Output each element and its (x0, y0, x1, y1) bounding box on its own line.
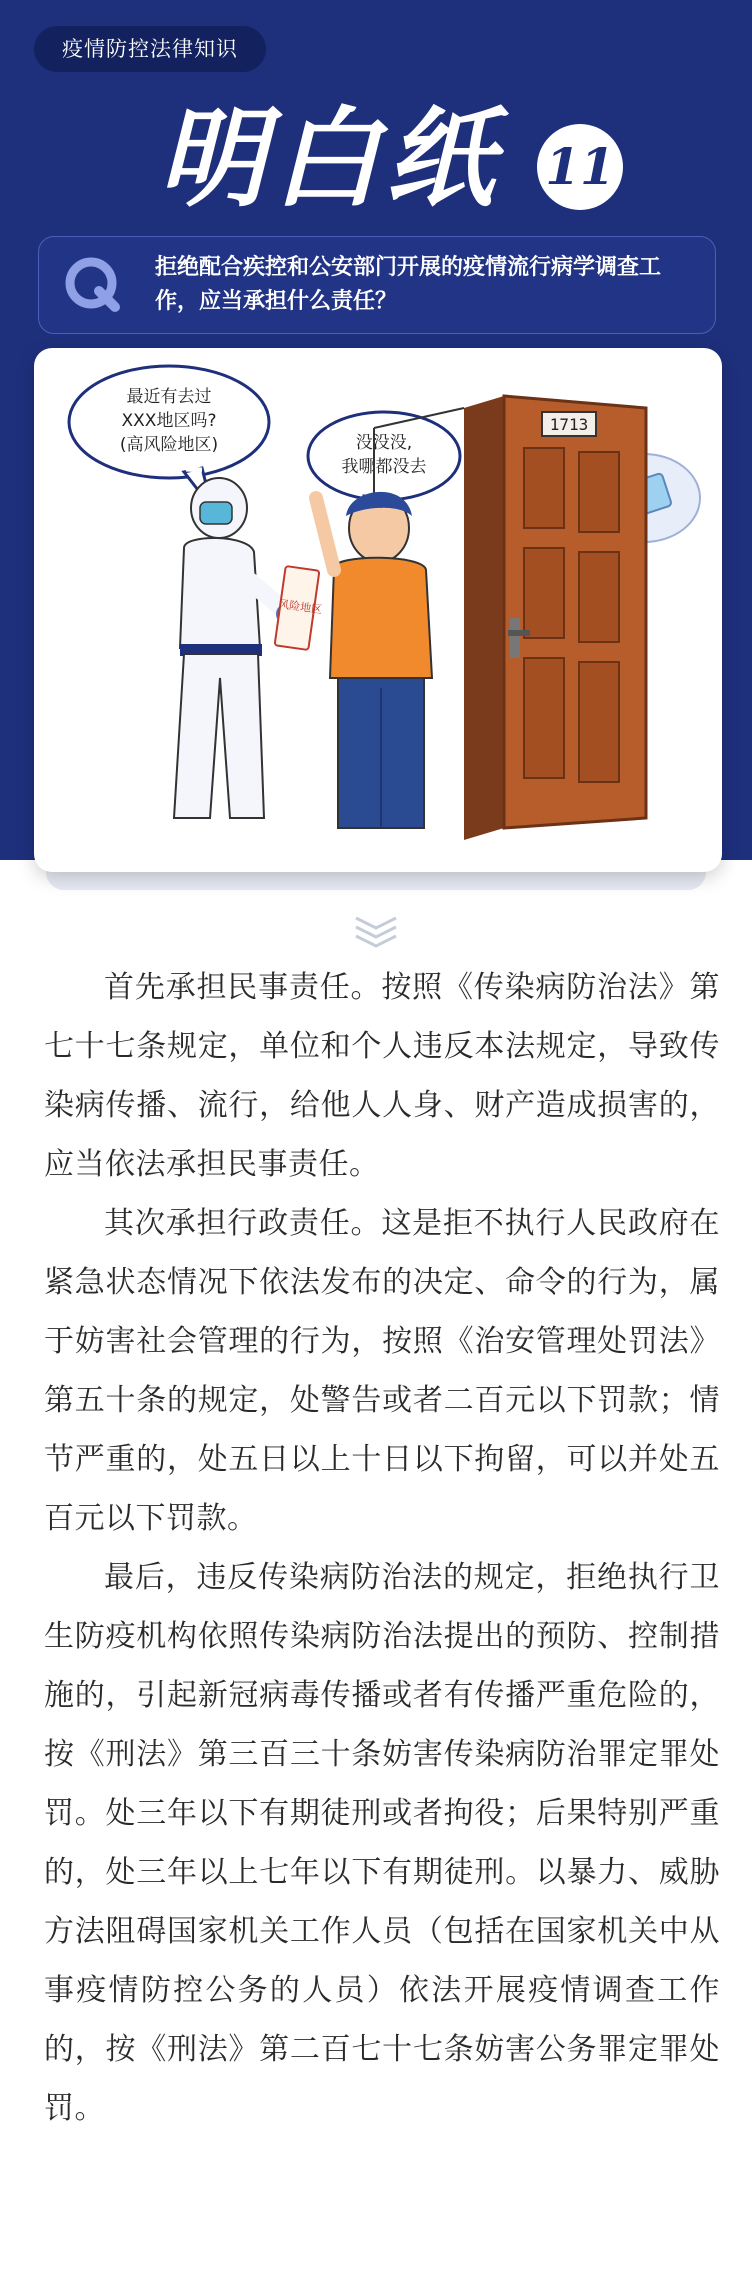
page-title (0, 97, 752, 222)
man-figure (316, 492, 432, 828)
paragraph-civil: 首先承担民事责任。按照《传染病防治法》第七十七条规定，单位和个人违反本法规定，导致传染病传播、流行，给他人人身、财产造成损害的，应当依法承担民事责任。 (44, 970, 720, 1182)
article-body (44, 958, 720, 2138)
issue-number-badge: 11 (537, 124, 623, 210)
illustration-card (34, 348, 722, 872)
question-text: 拒绝配合疾控和公安部门开展的疫情流行病学调查工作，应当承担什么责任？ (155, 255, 662, 314)
question-box (38, 236, 716, 334)
health-worker-figure (174, 478, 323, 818)
bubble-right-line-2: 我哪都没去 (341, 457, 427, 477)
door-number: 1713 (549, 415, 589, 434)
q-letter-icon (63, 255, 123, 315)
illustration-image (34, 348, 722, 872)
category-tag: 疫情防控法律知识 (34, 26, 266, 72)
paper-label: 风险地区 (277, 597, 323, 617)
title-text: 明白纸 (158, 97, 501, 222)
paragraph-administrative: 其次承担行政责任。这是拒不执行人民政府在紧急状态情况下依法发布的决定、命令的行为，属于妨害社会管理的行为，按照《治安管理处罚法》第五十条的规定，处警告或者二百元以下罚款；情节严重的，处五日以上十日以下拘留，可以并处五百元以下罚款。 (44, 1206, 720, 1536)
bubble-left-line-2: XXX地区吗? (121, 411, 217, 431)
bubble-left-line-3: (高风险地区) (119, 435, 219, 455)
bubble-left-line-1: 最近有去过 (126, 387, 212, 407)
chevron-down-icon (350, 912, 402, 948)
paragraph-criminal: 最后，违反传染病防治法的规定，拒绝执行卫生防疫机构依照传染病防治法提出的预防、控制措施的，引起新冠病毒传播或者有传播严重危险的，按《刑法》第三百三十条妨害传染病防治罪定罪处罚。处三年以下有期徒刑或者拘役；后果特别严重的，处三年以上七年以下有期徒刑。以暴力、威胁方法阻碍国家机关工作人员（包括在国家机关中从事疫情防控公务的人员）依法开展疫情调查工作的，按《刑法》第二百七十七条妨害公务罪定罪处罚。 (44, 1560, 720, 2126)
bubble-right-line-1: 没没没, (355, 433, 413, 453)
